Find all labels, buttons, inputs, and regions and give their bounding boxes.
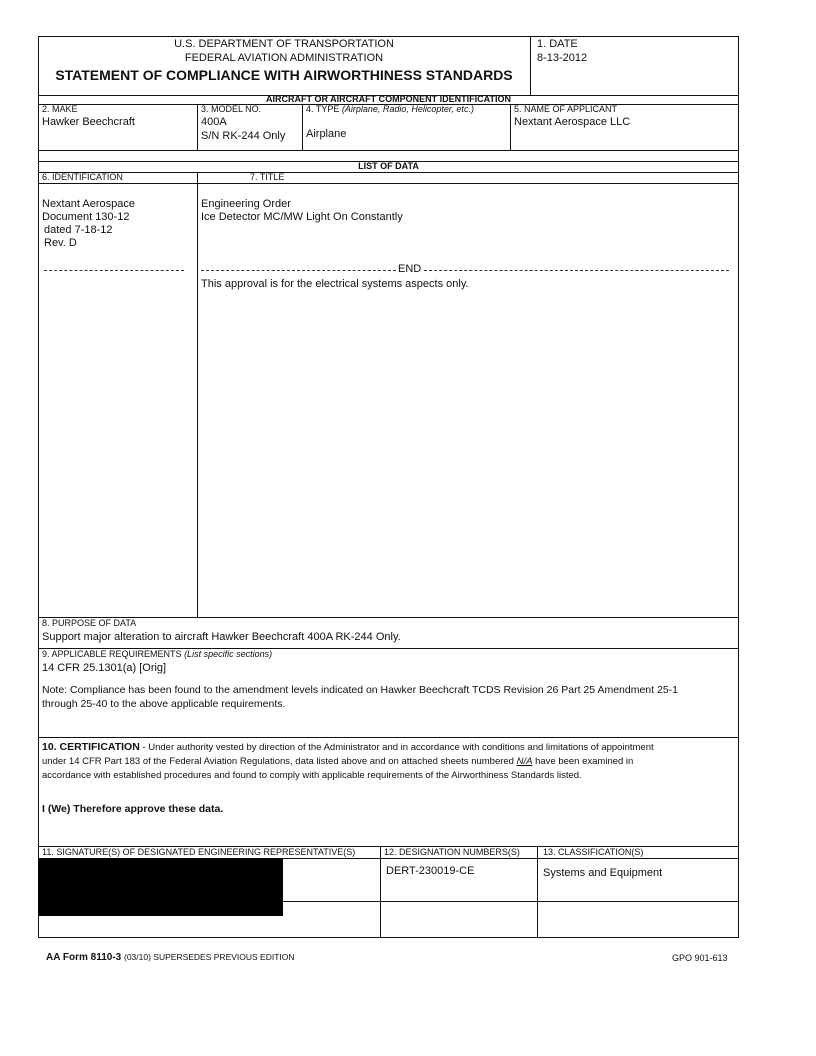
approval-note: This approval is for the electrical systems aspects only. bbox=[201, 278, 469, 290]
form-title: STATEMENT OF COMPLIANCE WITH AIRWORTHINESS STANDARDS bbox=[55, 67, 513, 83]
title-line: Ice Detector MC/MW Light On Constantly bbox=[201, 211, 403, 223]
redacted-signature bbox=[38, 858, 283, 916]
type-label: 4. TYPE (Airplane, Radio, Helicopter, etc.) bbox=[306, 104, 474, 114]
id-line: Document 130-12 bbox=[42, 211, 130, 223]
identification-col-label: 6. IDENTIFICATION bbox=[42, 172, 123, 182]
end-marker: END bbox=[398, 263, 422, 275]
date-label: 1. DATE bbox=[537, 38, 578, 50]
identification-title: AIRCRAFT OR AIRCRAFT COMPONENT IDENTIFICATION bbox=[266, 94, 511, 104]
date-value: 8-13-2012 bbox=[537, 52, 588, 64]
applicant-label: 5. NAME OF APPLICANT bbox=[514, 104, 618, 114]
id-line: Rev. D bbox=[44, 237, 77, 249]
purpose-label: 8. PURPOSE OF DATA bbox=[42, 618, 137, 628]
certification-text: 10. CERTIFICATION - Under authority vested by direction of the Administrator and in accordance with conditions and limitations of appointment bbox=[42, 741, 654, 753]
form-number: AA Form 8110-3 (03/10) SUPERSEDES PREVIOUS EDITION bbox=[46, 952, 295, 963]
purpose-value: Support major alteration to aircraft Hawker Beechcraft 400A RK-244 Only. bbox=[42, 631, 401, 643]
title-col-label: 7. TITLE bbox=[250, 172, 285, 182]
dept-name: U.S. DEPARTMENT OF TRANSPORTATION bbox=[174, 38, 394, 50]
approval-statement: I (We) Therefore approve these data. bbox=[42, 803, 224, 815]
type-value: Airplane bbox=[306, 128, 347, 140]
gpo-number: GPO 901-613 bbox=[672, 953, 728, 963]
classification-label: 13. CLASSIFICATION(S) bbox=[543, 847, 644, 857]
classification-value: Systems and Equipment bbox=[543, 867, 663, 879]
certification-text: under 14 CFR Part 183 of the Federal Aviation Regulations, data listed above and on attached sheets numbered N/A have been examined in bbox=[42, 756, 634, 767]
applicant-value: Nextant Aerospace LLC bbox=[514, 116, 631, 128]
id-line: dated 7-18-12 bbox=[44, 224, 113, 236]
signature-label: 11. SIGNATURE(S) OF DESIGNATED ENGINEERING REPRESENTATIVE(S) bbox=[42, 847, 356, 857]
certification-text: accordance with established procedures and found to comply with applicable requirements of the Airworthiness Standards listed. bbox=[42, 770, 582, 781]
make-label: 2. MAKE bbox=[42, 104, 78, 114]
list-of-data-title: LIST OF DATA bbox=[358, 161, 419, 171]
model-value: 400A bbox=[201, 116, 227, 128]
requirements-note: Note: Compliance has been found to the amendment levels indicated on Hawker Beechcraft TCDS Revision 26 Part 25 Amendment 25-1 bbox=[42, 684, 678, 696]
requirements-note: through 25-40 to the above applicable requirements. bbox=[42, 698, 286, 710]
requirements-label: 9. APPLICABLE REQUIREMENTS (List specific sections) bbox=[42, 649, 273, 659]
id-line: Nextant Aerospace bbox=[42, 198, 135, 210]
designation-label: 12. DESIGNATION NUMBERS(S) bbox=[384, 847, 520, 857]
agency-name: FEDERAL AVIATION ADMINISTRATION bbox=[184, 52, 384, 64]
serial-value: S/N RK-244 Only bbox=[201, 130, 286, 142]
designation-value: DERT-230019-CE bbox=[386, 865, 475, 877]
title-line: Engineering Order bbox=[201, 198, 291, 210]
model-label: 3. MODEL NO. bbox=[201, 104, 262, 114]
requirements-value: 14 CFR 25.1301(a) [Orig] bbox=[42, 662, 167, 674]
make-value: Hawker Beechcraft bbox=[42, 116, 135, 128]
